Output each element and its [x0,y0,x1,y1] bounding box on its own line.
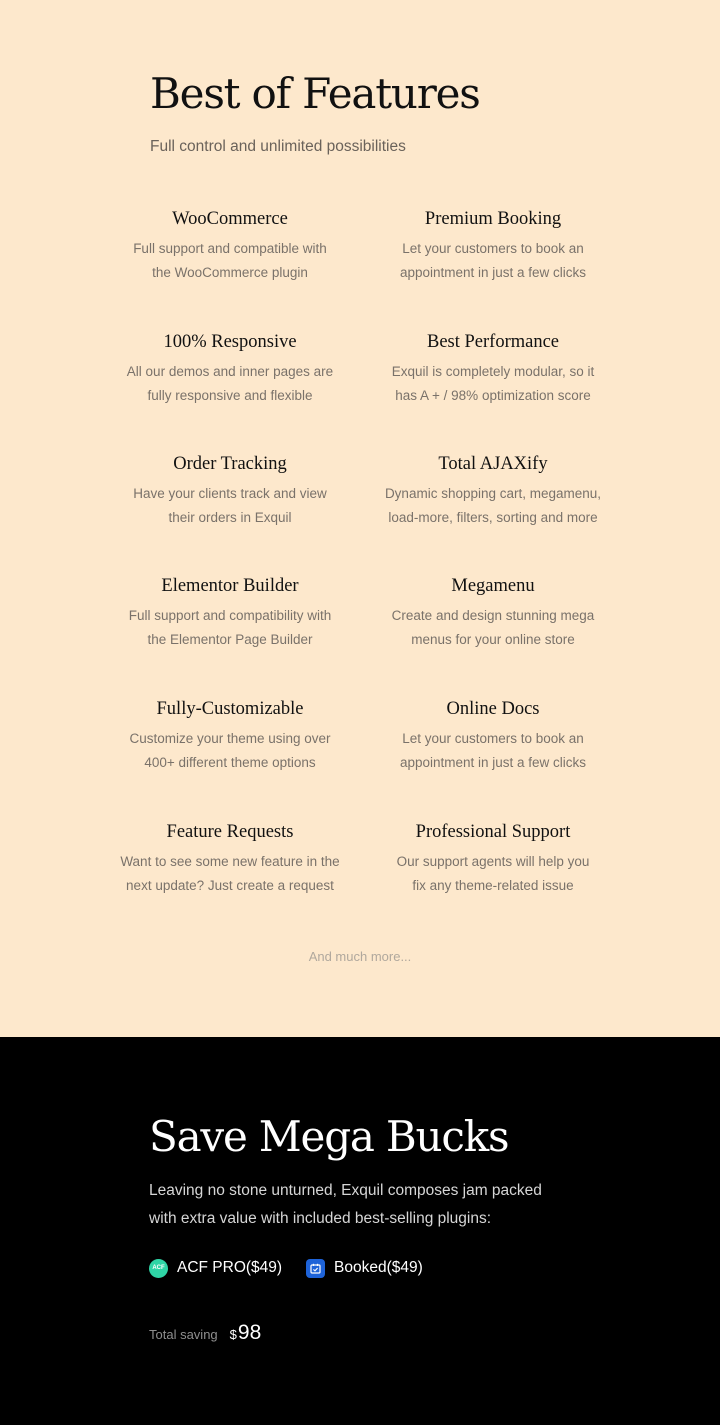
feature-feature-requests [100,820,360,898]
plugin-booked [306,1257,423,1279]
feature-description: Create and design stunning mega menus for your online store [391,608,595,647]
feature-megamenu [363,574,623,652]
total-saving-label: Total saving [149,1327,218,1342]
plugin-label: ACF PRO($49) [177,1259,283,1276]
feature-title: Best Performance [426,332,560,352]
more-features-text: And much more... [308,949,412,964]
feature-professional-support [363,820,623,898]
features-title: Best of Features [150,69,480,118]
feature-description: Let your customers to book an appointment in just a few clicks [399,241,587,280]
feature-premium-booking [363,207,623,285]
feature-title: 100% Responsive [163,332,297,352]
feature-description: Want to see some new feature in the next update? Just create a request [120,854,340,893]
feature-best-performance [363,330,623,408]
feature-elementor-builder [100,574,360,652]
feature-title: WooCommerce [172,209,288,229]
feature-description: Dynamic shopping cart, megamenu, load-more, filters, sorting and more [384,486,602,525]
feature-description: All our demos and inner pages are fully responsive and flexible [126,364,334,403]
total-saving [149,1321,261,1345]
feature-online-docs [363,697,623,775]
feature-description: Full support and compatibility with the Elementor Page Builder [128,608,332,647]
feature-total-ajaxify [363,452,623,530]
feature-title: Megamenu [451,576,535,596]
save-bucks-description: Leaving no stone unturned, Exquil composes jam packed with extra value with included best-selling plugins: [149,1182,542,1227]
plugin-label: Booked($49) [334,1259,423,1276]
feature-title: Professional Support [415,822,571,842]
calendar-icon [306,1259,325,1278]
feature-description: Exquil is completely modular, so it has A + / 98% optimization score [391,364,595,403]
feature-order-tracking [100,452,360,530]
feature-title: Elementor Builder [161,576,299,596]
acf-icon: ACF [149,1259,168,1278]
feature-title: Order Tracking [173,454,287,474]
feature-title: Online Docs [446,699,540,719]
feature-title: Premium Booking [424,209,562,229]
feature-description: Full support and compatible with the WooCommerce plugin [133,241,327,280]
feature-responsive [100,330,360,408]
feature-fully-customizable [100,697,360,775]
features-subtitle: Full control and unlimited possibilities [150,138,406,155]
feature-description: Customize your theme using over 400+ different theme options [129,731,331,770]
feature-description: Our support agents will help you fix any theme-related issue [396,854,590,893]
feature-description: Have your clients track and view their orders in Exquil [133,486,327,525]
save-bucks-section [0,1037,720,1425]
total-saving-value: 98 [237,1321,262,1344]
feature-title: Feature Requests [166,822,294,842]
feature-description: Let your customers to book an appointment in just a few clicks [399,731,587,770]
total-saving-currency: $ [229,1327,237,1342]
feature-title: Total AJAXify [438,454,548,474]
feature-woocommerce [100,207,360,285]
feature-title: Fully-Customizable [156,699,304,719]
plugin-acf-pro [149,1257,282,1279]
save-bucks-title: Save Mega Bucks [149,1112,509,1161]
